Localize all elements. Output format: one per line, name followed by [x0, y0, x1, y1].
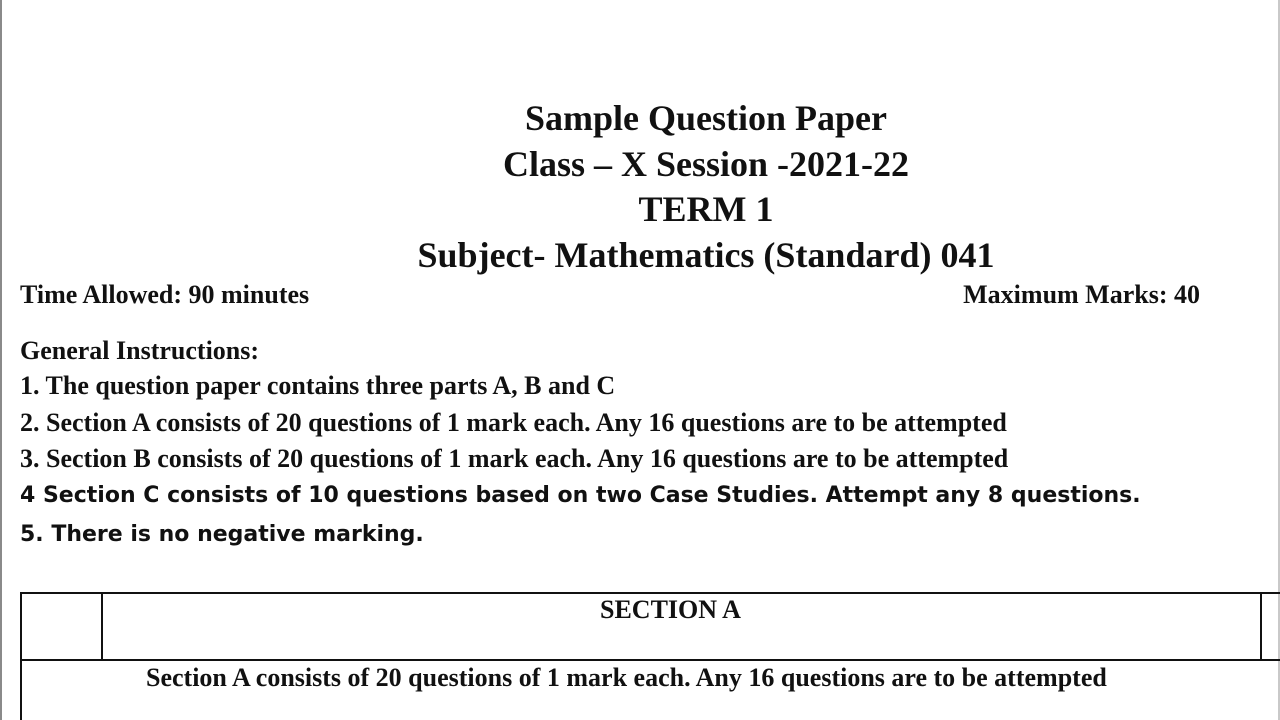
section-a-note: Section A consists of 20 questions of 1 mark each. Any 16 questions are to be attempted	[146, 663, 1107, 692]
instruction-item: 3. Section B consists of 20 questions of 1 mark each. Any 16 questions are to be attempted	[20, 444, 1009, 473]
section-a-table	[20, 592, 1280, 720]
class-session: Class – X Session -2021-22	[502, 143, 910, 184]
table-rule	[101, 592, 103, 660]
instruction-item: 2. Section A consists of 20 questions of 1 mark each. Any 16 questions are to be attempted	[20, 408, 1007, 437]
term-label: TERM 1	[638, 189, 774, 229]
section-a-title: SECTION A	[600, 595, 741, 624]
table-rule	[20, 659, 1280, 661]
instruction-item: 4 Section C consists of 10 questions based on two Case Studies. Attempt any 8 questions.	[20, 483, 1141, 508]
table-rule	[1260, 592, 1262, 660]
instruction-item: 1. The question paper contains three parts A, B and C	[20, 371, 616, 400]
paper-title-block	[0, 96, 1280, 278]
time-allowed: Time Allowed: 90 minutes	[20, 280, 310, 309]
instruction-item: 5. There is no negative marking.	[20, 522, 424, 547]
exam-meta-row	[20, 279, 1200, 311]
paper-title: Sample Question Paper	[524, 98, 887, 138]
table-rule	[20, 592, 22, 720]
subject-label: Subject- Mathematics (Standard) 041	[417, 234, 995, 275]
instructions-heading: General Instructions:	[20, 336, 260, 365]
maximum-marks: Maximum Marks: 40	[963, 280, 1200, 309]
